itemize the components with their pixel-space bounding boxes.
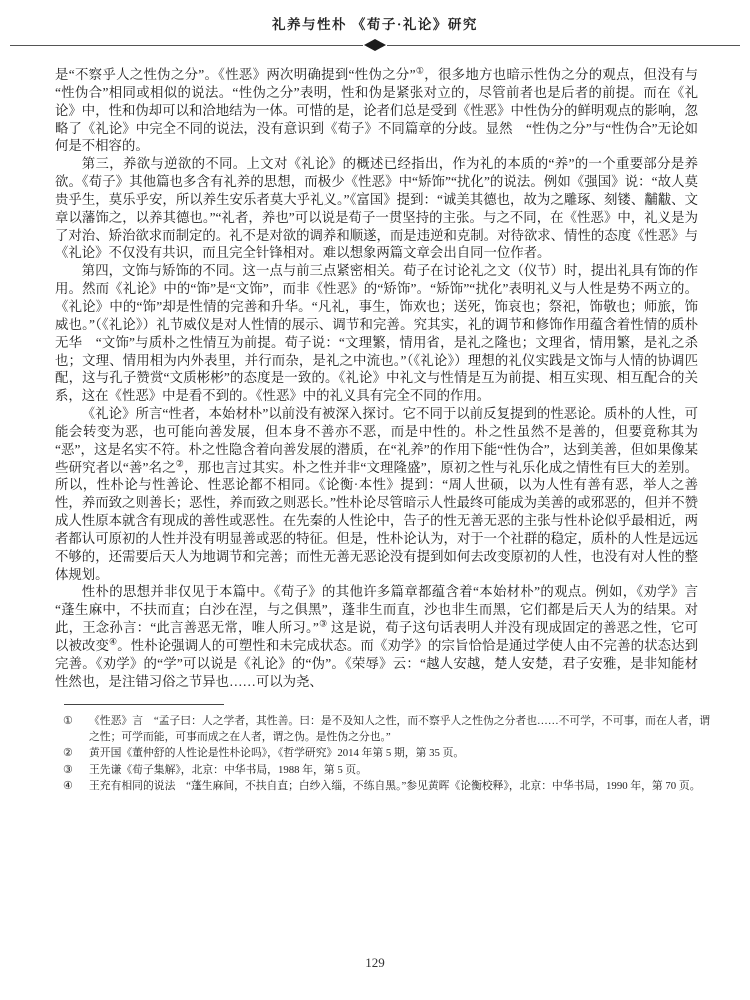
footnotes bbox=[63, 713, 710, 795]
header-title: 礼养与性朴 《荀子·礼论》研究 bbox=[272, 17, 478, 32]
footnote-text: 王充有相同的说法 “蓬生麻间，不扶自直；白纱入缁，不练自黑。”参见黄晖《论衡校释》，北京：中华书局，1990 年，第 70 页。 bbox=[89, 780, 701, 793]
footnote-text: 王先谦《荀子集解》，北京：中华书局，1988 年，第 5 页。 bbox=[89, 763, 368, 776]
footnote-item bbox=[63, 713, 710, 746]
header-rule-left bbox=[10, 45, 363, 46]
footnote-marker: ② bbox=[63, 747, 73, 760]
paragraph: 《礼论》所言“性者，本始材朴”以前没有被深入探讨。它不同于以前反复提到的性恶论。质朴的人性，可能会转变为恶，也可能向善发展，但本身不善亦不恶，而是中性的。朴之性虽然不是善的，但要竟称其为“恶”，这是名实不符。朴之性隐含着向善发展的潜质，在“礼养”的作用下能“性伪合”，达到美善，但如果像某些研究者以“善”名之②，那也言过其实。朴之性并非“文理隆盛”，原初之性与礼乐化成之情性有巨大的差别。所以，性朴论与性善论、性恶论都不相同。《论衡·本性》提到：“周人世硕，以为人性有善有恶，举人之善性，养而致之则善长；恶性，养而致之则恶长。”性朴论尽管暗示人性最终可能成为美善的或邪恶的，但并不赞成人性原本就含有现成的善性或恶性。在先秦的人性论中，告子的性无善无恶的主张与性朴论似乎最相近，两者都认可原初的人性并没有明显善或恶的特征。但是，性朴论认为，对于一个社群的稳定，质朴的人性是远远不够的，还需要后天人为地调节和完善；而性无善无恶论没有提到如何去改变原初的人性，也没有对人性的整体规划。 bbox=[55, 406, 698, 582]
paragraph: 第四，文饰与矫饰的不同。这一点与前三点紧密相关。荀子在讨论礼之文（仪节）时，提出礼具有饰的作用。然而《礼论》中的“饰”是“文饰”，而非《性恶》的“矫饰”。“矫饰”“扰化”表明礼义与人性是势不两立的。《礼论》中的“饰”却是性情的完善和升华。“凡礼，事生，饰欢也；送死，饰哀也；祭祀，饰敬也；师旅，饰威也。”（《礼论》）礼节威仪是对人性情的展示、调节和完善。究其实，礼的调节和修饰作用蕴含着性情的质朴无华 “文饰”与质朴之性情互为前提。荀子说：“文理繁，情用省，是礼之隆也；文理省，情用繁，是礼之杀也；文理、情用相为内外表里，并行而杂，是礼之中流也。”（《礼论》）理想的礼仪实践是文饰与人情的协调匹配，这与孔子赞赏“文质彬彬”的态度是一致的。《礼论》中礼文与性情是互为前提、相互实现、相互配合的关系，这在《性恶》中是看不到的。《性恶》中的礼义具有完全不同的作用。 bbox=[55, 263, 698, 404]
footnote-text: 《性恶》言 “孟子曰：人之学者，其性善。曰：是不及知人之性，而不察乎人之性伪之分者也……不可学，不可事，而在人者，谓之性；可学而能，可事而成之在人者，谓之伪。是性伪之分也。” bbox=[89, 714, 710, 743]
paragraph: 是“不察乎人之性伪之分”。《性恶》两次明确提到“性伪之分”①，很多地方也暗示性伪之分的观点，但没有与“性伪合”相同或相似的说法。“性伪之分”表明，性和伪是紧张对立的，尽管前者也是后者的前提。而在《礼论》中，性和伪却可以和洽地结为一体。可惜的是，论者们总是受到《性恶》中性伪分的鲜明观点的影响，忽略了《礼论》中完全不同的说法，没有意识到《荀子》不同篇章的分歧。显然 “性伪之分”与“性伪合”无论如何是不相容的。 bbox=[55, 65, 698, 154]
header-rule bbox=[10, 39, 740, 51]
footnote-marker: ④ bbox=[63, 780, 73, 793]
footnote-marker: ① bbox=[63, 714, 73, 727]
footnote-separator bbox=[64, 704, 224, 705]
paragraph: 第三，养欲与逆欲的不同。上文对《礼论》的概述已经指出，作为礼的本质的“养”的一个重要部分是养欲。《荀子》其他篇也多含有礼养的思想，而极少《性恶》中“矫饰”“扰化”的说法。例如《强国》说：“故人莫贵乎生，莫乐乎安，所以养生安乐者莫大乎礼义。”《富国》提到：“诚美其德也，故为之雕琢、刻镂、黼黻、文章以藩饰之，以养其德也。”“礼者，养也”可以说是荀子一贯坚持的主张。与之不同，在《性恶》中，礼义是为了对治、矫治欲求而制定的。礼不是对欲的调养和顺遂，而是违逆和克制。对待欲求、情性的态度《性恶》与《礼论》不仅没有共识，而且完全针锋相对。难以想象两篇文章会出自同一位作者。 bbox=[55, 156, 698, 261]
footnote-item bbox=[63, 745, 710, 761]
footnote-item bbox=[63, 762, 710, 778]
running-header bbox=[0, 0, 750, 51]
page-number: 129 bbox=[365, 955, 385, 970]
footnote-marker: ③ bbox=[63, 763, 73, 776]
header-rule-right bbox=[387, 45, 740, 46]
diamond-ornament-icon bbox=[364, 39, 386, 51]
body-text bbox=[55, 66, 698, 691]
footnote-item bbox=[63, 778, 710, 794]
paragraph: 性朴的思想并非仅见于本篇中。《荀子》的其他许多篇章都蕴含着“本始材朴”的观点。例如，《劝学》言“蓬生麻中，不扶而直；白沙在涅，与之俱黑”，蓬非生而直，沙也非生而黑，它们都是后天人为的结果。对此，王念孙言：“此言善恶无常，唯人所习。”③ 这是说，荀子这句话表明人并没有现成固定的善恶之性，它可以被改变④。性朴论强调人的可塑性和未完成状态。而《劝学》的宗旨恰恰是通过学使人由不完善的状态达到完善。《劝学》的“学”可以说是《礼论》的“伪”。《荣辱》云：“越人安越，楚人安楚，君子安雅，是非知能材性然也，是注错习俗之节异也……可以为尧、 bbox=[55, 584, 698, 689]
footnote-text: 黄开国《董仲舒的人性论是性朴论吗》，《哲学研究》2014 年第 5 期，第 35 页。 bbox=[89, 747, 465, 760]
